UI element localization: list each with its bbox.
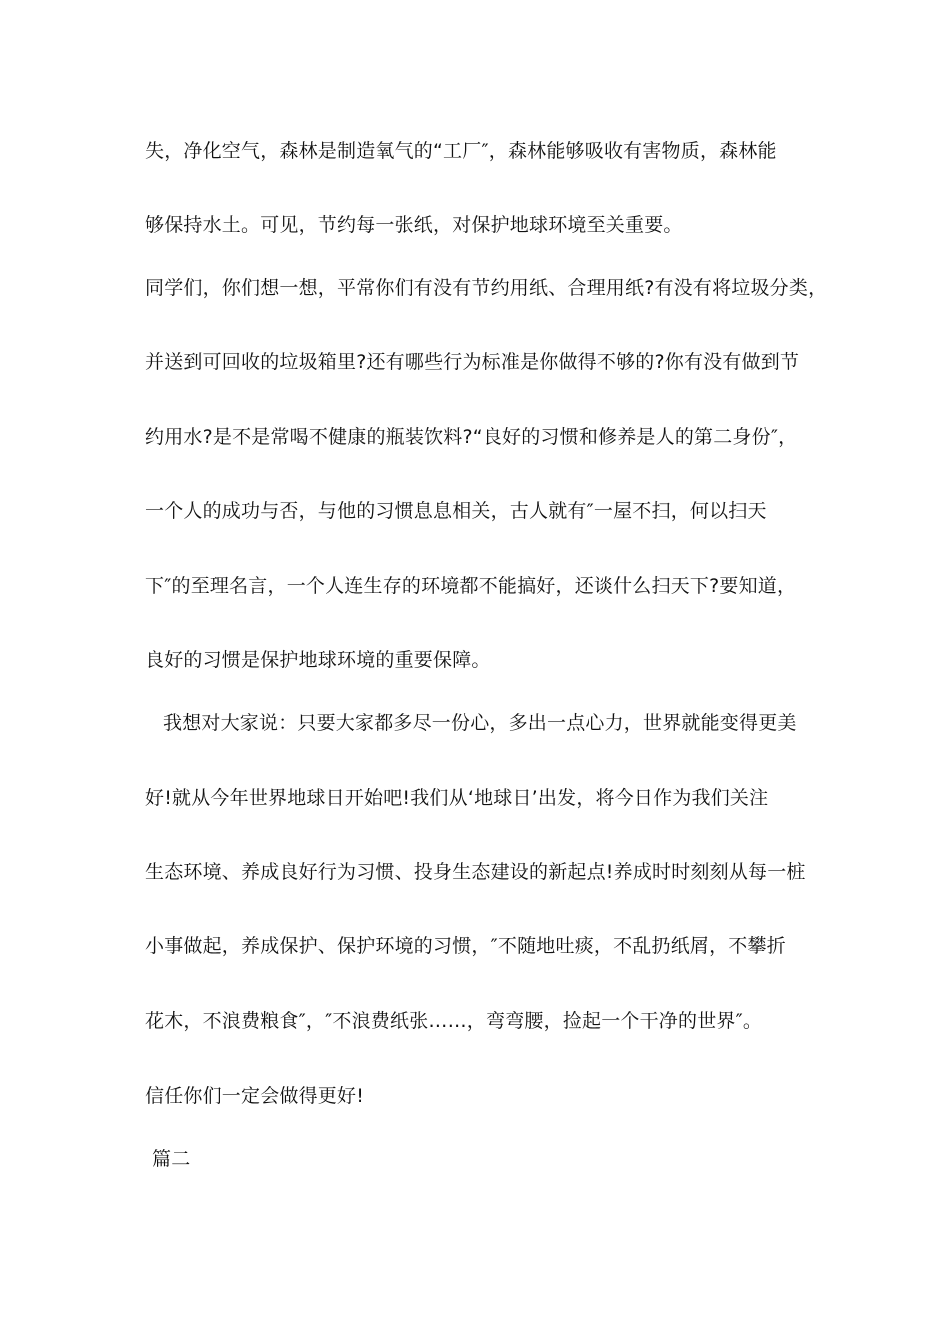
text-line-13: 花木，不浪费粮食″，″不浪费纸张……，弯弯腰，捡起一个干净的世界″。 — [145, 1010, 763, 1032]
text-line-14: 信任你们一定会做得更好! — [145, 1085, 365, 1107]
text-line-10: 好!就从今年世界地球日开始吧!我们从‘地球日’出发，将今日作为我们关注 — [145, 787, 769, 809]
text-line-12: 小事做起，养成保护、保护环境的习惯，″不随地吐痰，不乱扔纸屑，不攀折 — [145, 935, 786, 957]
section-heading: 篇二 — [152, 1148, 191, 1170]
text-line-1: 失，净化空气，森林是制造氧气的“工厂″，森林能够吸收有害物质，森林能 — [145, 140, 777, 162]
text-line-3: 同学们，你们想一想，平常你们有没有节约用纸、合理用纸?有没有将垃圾分类， — [145, 277, 828, 299]
text-line-11: 生态环境、养成良好行为习惯、投身生态建设的新起点!养成时时刻刻从每一桩 — [145, 861, 806, 883]
text-line-7: 下″的至理名言，一个人连生存的环境都不能搞好，还谈什么扫天下?要知道， — [145, 575, 797, 597]
text-line-9: 我想对大家说：只要大家都多尽一份心，多出一点心力，世界就能变得更美 — [163, 712, 797, 734]
text-line-5: 约用水?是不是常喝不健康的瓶装饮料?“良好的习惯和修养是人的第二身份″， — [145, 426, 798, 448]
text-line-4: 并送到可回收的垃圾箱里?还有哪些行为标准是你做得不够的?你有没有做到节 — [145, 351, 800, 373]
text-line-2: 够保持水土。可见，节约每一张纸，对保护地球环境至关重要。 — [145, 214, 683, 236]
text-line-8: 良好的习惯是保护地球环境的重要保障。 — [145, 649, 491, 671]
text-line-6: 一个人的成功与否，与他的习惯息息相关，古人就有″一屋不扫，何以扫天 — [145, 500, 767, 522]
